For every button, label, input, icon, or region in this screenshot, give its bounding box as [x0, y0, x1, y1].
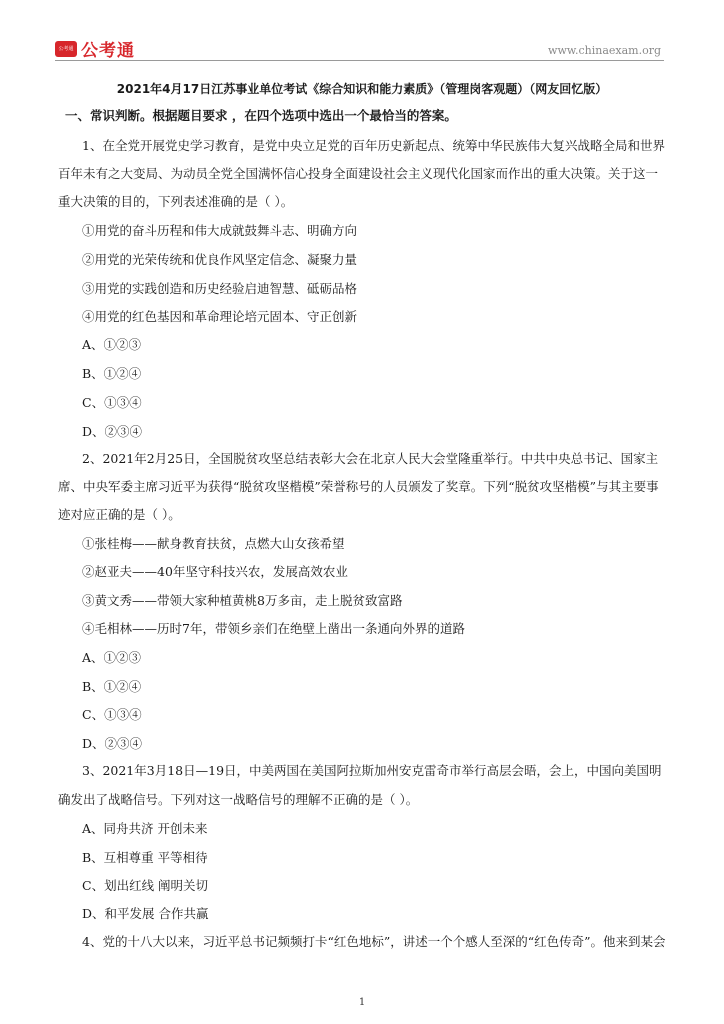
q3-option-a: A、同舟共济 开创未来 [82, 821, 208, 836]
q2-item-4: ④毛相林——历时7年，带领乡亲们在绝壁上凿出一条通向外界的道路 [82, 621, 465, 636]
q2-option-b: B、①②④ [82, 679, 142, 694]
q3-option-c: C、划出红线 阐明关切 [82, 878, 209, 893]
q2-line-3: 迹对应正确的是（ ）。 [58, 507, 181, 522]
q1-line-1: 1、在全党开展党史学习教育，是党中央立足党的百年历史新起点、统筹中华民族伟大复兴战略全局和世界 [82, 138, 665, 153]
q2-option-d: D、②③④ [82, 736, 143, 751]
q4-line-1: 4、党的十八大以来，习近平总书记频频打卡“红色地标”，讲述一个个感人至深的“红色传奇”。他来到某会 [82, 934, 666, 949]
section-heading: 一、常识判断。根据题目要求 ，在四个选项中选出一个最恰当的答案。 [65, 108, 457, 123]
q1-option-c: C、①③④ [82, 395, 142, 410]
q1-item-1: ①用党的奋斗历程和伟大成就鼓舞斗志、明确方向 [82, 223, 358, 238]
logo-badge: 公考通 [55, 41, 77, 57]
q2-item-3: ③黄文秀——带领大家种植黄桃8万多亩，走上脱贫致富路 [82, 593, 403, 608]
q1-option-a: A、①②③ [82, 337, 142, 352]
q1-option-d: D、②③④ [82, 424, 143, 439]
logo [55, 36, 135, 61]
q2-item-2: ②赵亚夫——40年坚守科技兴农，发展高效农业 [82, 564, 348, 579]
q3-line-2: 确发出了战略信号。下列对这一战略信号的理解不正确的是（ ）。 [58, 792, 419, 807]
q1-line-2: 百年未有之大变局、为动员全党全国满怀信心投身全面建设社会主义现代化国家而作出的重大决策。关于这一 [58, 166, 659, 181]
q1-item-4: ④用党的红色基因和革命理论培元固本、守正创新 [82, 309, 358, 324]
q1-line-3: 重大决策的目的，下列表述准确的是（ ）。 [58, 194, 294, 209]
q2-option-c: C、①③④ [82, 707, 142, 722]
page-number: 1 [358, 997, 366, 1008]
q2-item-1: ①张桂梅——献身教育扶贫，点燃大山女孩希望 [82, 536, 345, 551]
q3-option-b: B、互相尊重 平等相待 [82, 850, 208, 865]
q3-option-d: D、和平发展 合作共赢 [82, 906, 209, 921]
document-title: 2021年4月17日江苏事业单位考试《综合知识和能力素质》（管理岗客观题）（网友回忆版） [116, 82, 608, 96]
q1-option-b: B、①②④ [82, 366, 142, 381]
q1-item-3: ③用党的实践创造和历史经验启迪智慧、砥砺品格 [82, 281, 358, 296]
q2-option-a: A、①②③ [82, 650, 142, 665]
page-header [0, 0, 724, 62]
q2-line-2: 席、中央军委主席习近平为获得“脱贫攻坚楷模”荣誉称号的人员颁发了奖章。下列“脱贫攻坚楷模”与其主要事 [58, 479, 659, 494]
q2-line-1: 2、2021年2月25日，全国脱贫攻坚总结表彰大会在北京人民大会堂隆重举行。中共中央总书记、国家主 [82, 451, 659, 466]
logo-text: 公考通 [81, 41, 135, 61]
header-divider [55, 60, 664, 61]
q1-item-2: ②用党的光荣传统和优良作风坚定信念、凝聚力量 [82, 252, 358, 267]
q3-line-1: 3、2021年3月18日—19日，中美两国在美国阿拉斯加州安克雷奇市举行高层会晤，会上，中国向美国明 [82, 763, 662, 778]
site-url: www.chinaexam.org [548, 44, 661, 57]
